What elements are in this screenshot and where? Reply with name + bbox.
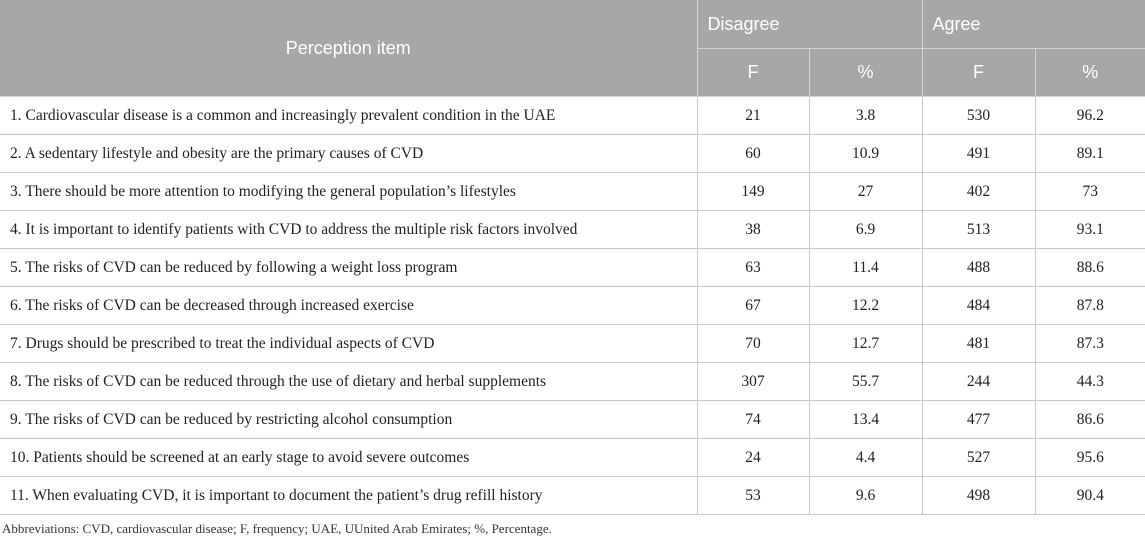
cell-disagree-f: 149 — [697, 173, 809, 211]
cell-disagree-pct: 10.9 — [809, 135, 922, 173]
cell-disagree-f: 70 — [697, 325, 809, 363]
table-row — [0, 287, 1145, 325]
cell-disagree-pct: 12.7 — [809, 325, 922, 363]
header-disagree-f: F — [697, 49, 809, 97]
header-agree-f: F — [922, 49, 1035, 97]
cell-agree-pct: 93.1 — [1035, 211, 1145, 249]
cell-agree-f: 244 — [922, 363, 1035, 401]
cell-disagree-f: 63 — [697, 249, 809, 287]
cell-disagree-pct: 13.4 — [809, 401, 922, 439]
cell-disagree-pct: 55.7 — [809, 363, 922, 401]
table-header — [0, 0, 1145, 97]
cell-disagree-pct: 3.8 — [809, 97, 922, 135]
cell-disagree-f: 38 — [697, 211, 809, 249]
table-row — [0, 249, 1145, 287]
cell-perception-item: 4. It is important to identify patients with CVD to address the multiple risk factors involved — [0, 211, 697, 249]
cell-perception-item: 3. There should be more attention to modifying the general population’s lifestyles — [0, 173, 697, 211]
cell-agree-pct: 88.6 — [1035, 249, 1145, 287]
table-footnote: Abbreviations: CVD, cardiovascular disease; F, frequency; UAE, UUnited Arab Emirates; %, Percentage. — [2, 521, 552, 536]
cell-disagree-pct: 9.6 — [809, 477, 922, 515]
cell-agree-pct: 73 — [1035, 173, 1145, 211]
cell-agree-pct: 90.4 — [1035, 477, 1145, 515]
table-row — [0, 97, 1145, 135]
cell-perception-item: 11. When evaluating CVD, it is important to document the patient’s drug refill history — [0, 477, 697, 515]
table-body — [0, 97, 1145, 515]
header-disagree-pct: % — [809, 49, 922, 97]
header-agree-pct: % — [1035, 49, 1145, 97]
cell-agree-pct: 87.3 — [1035, 325, 1145, 363]
cell-agree-pct: 96.2 — [1035, 97, 1145, 135]
cell-disagree-f: 67 — [697, 287, 809, 325]
cell-disagree-pct: 4.4 — [809, 439, 922, 477]
cell-disagree-pct: 11.4 — [809, 249, 922, 287]
cell-perception-item: 8. The risks of CVD can be reduced through the use of dietary and herbal supplements — [0, 363, 697, 401]
cell-perception-item: 7. Drugs should be prescribed to treat the individual aspects of CVD — [0, 325, 697, 363]
cell-agree-pct: 95.6 — [1035, 439, 1145, 477]
cell-agree-f: 527 — [922, 439, 1035, 477]
table-row — [0, 439, 1145, 477]
cell-disagree-f: 21 — [697, 97, 809, 135]
cell-disagree-f: 307 — [697, 363, 809, 401]
table-row — [0, 325, 1145, 363]
cell-agree-f: 488 — [922, 249, 1035, 287]
cell-perception-item: 5. The risks of CVD can be reduced by following a weight loss program — [0, 249, 697, 287]
cell-disagree-f: 74 — [697, 401, 809, 439]
cell-agree-f: 498 — [922, 477, 1035, 515]
cell-disagree-f: 24 — [697, 439, 809, 477]
cell-perception-item: 6. The risks of CVD can be decreased through increased exercise — [0, 287, 697, 325]
header-perception-item: Perception item — [0, 0, 697, 97]
table-row — [0, 135, 1145, 173]
table-row — [0, 401, 1145, 439]
cell-perception-item: 2. A sedentary lifestyle and obesity are the primary causes of CVD — [0, 135, 697, 173]
header-disagree: Disagree — [697, 0, 922, 49]
cell-perception-item: 10. Patients should be screened at an early stage to avoid severe outcomes — [0, 439, 697, 477]
cell-agree-pct: 44.3 — [1035, 363, 1145, 401]
header-agree: Agree — [922, 0, 1145, 49]
cell-agree-f: 484 — [922, 287, 1035, 325]
cell-agree-f: 477 — [922, 401, 1035, 439]
cell-agree-pct: 86.6 — [1035, 401, 1145, 439]
cell-disagree-pct: 6.9 — [809, 211, 922, 249]
cell-disagree-pct: 27 — [809, 173, 922, 211]
table-row — [0, 363, 1145, 401]
cell-disagree-pct: 12.2 — [809, 287, 922, 325]
cell-agree-pct: 89.1 — [1035, 135, 1145, 173]
header-row-top — [0, 0, 1145, 49]
table-row — [0, 477, 1145, 515]
cell-disagree-f: 53 — [697, 477, 809, 515]
cell-agree-f: 513 — [922, 211, 1035, 249]
cell-agree-pct: 87.8 — [1035, 287, 1145, 325]
table-row — [0, 211, 1145, 249]
cell-disagree-f: 60 — [697, 135, 809, 173]
cell-agree-f: 481 — [922, 325, 1035, 363]
table-row — [0, 173, 1145, 211]
cell-agree-f: 491 — [922, 135, 1035, 173]
cell-agree-f: 530 — [922, 97, 1035, 135]
cell-perception-item: 9. The risks of CVD can be reduced by restricting alcohol consumption — [0, 401, 697, 439]
cell-agree-f: 402 — [922, 173, 1035, 211]
cell-perception-item: 1. Cardiovascular disease is a common and increasingly prevalent condition in the UAE — [0, 97, 697, 135]
